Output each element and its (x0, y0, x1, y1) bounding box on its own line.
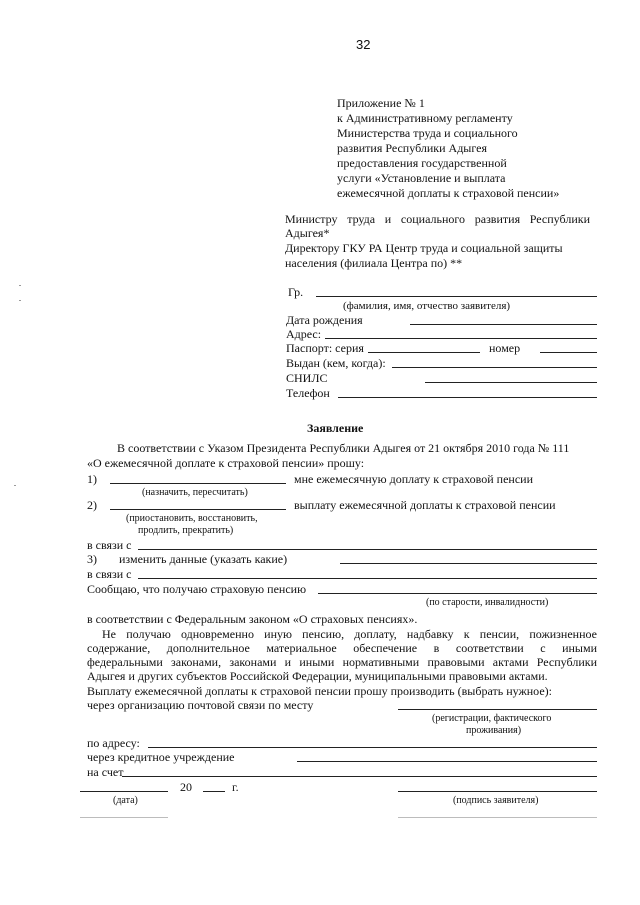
item1-number: 1) (87, 472, 97, 486)
scan-mark (19, 285, 21, 286)
footnote-divider (80, 817, 168, 818)
signature-caption: (подпись заявителя) (453, 795, 539, 806)
item3-text: изменить данные (указать какие) (119, 552, 288, 566)
postal-option: через организацию почтовой связи по месту (87, 698, 314, 712)
item3-field[interactable] (340, 563, 597, 564)
birth-date-label: Дата рождения (286, 313, 363, 327)
item3-number: 3) (87, 552, 97, 566)
item2-number: 2) (87, 498, 97, 512)
snils-field[interactable] (425, 382, 597, 383)
address-field[interactable] (325, 338, 597, 339)
passport-series-label: Паспорт: серия (286, 341, 364, 355)
appendix-line: к Административному регламенту (337, 111, 513, 125)
addressee-director: Директору ГКУ РА Центр труда и социальной защиты (285, 241, 563, 255)
appendix-line: услуги «Установление и выплата (337, 171, 506, 185)
item1-text: мне ежемесячную доплату к страховой пенсии (294, 472, 533, 486)
date-g: г. (232, 780, 239, 794)
scan-mark (19, 300, 21, 301)
footnote-divider (398, 817, 597, 818)
date-year-prefix: 20 (180, 780, 192, 794)
item1-field[interactable] (110, 483, 286, 484)
credit-field[interactable] (297, 761, 597, 762)
document-title: Заявление (307, 421, 364, 435)
page-number: 32 (356, 37, 371, 52)
federal-law-text: в соответствии с Федеральным законом «О страховых пенсиях». (87, 612, 418, 626)
fio-field[interactable] (316, 296, 597, 297)
item2-caption-cont: продлить, прекратить) (138, 525, 234, 536)
payment-method-text: Выплату ежемесячной доплаты к страховой пенсии прошу производить (выбрать нужное): (87, 684, 552, 698)
declaration-line: Не получаю одновременно иную пенсию, доплату, надбавку к пенсии, пожизненное (102, 627, 597, 641)
birth-date-field[interactable] (410, 324, 597, 325)
pension-caption: (по старости, инвалидности) (426, 597, 549, 608)
in-connection-label: в связи с (87, 538, 132, 552)
appendix-line: Приложение № 1 (337, 96, 425, 110)
in-connection-label: в связи с (87, 567, 132, 581)
credit-option: через кредитное учреждение (87, 750, 235, 764)
date-year-field[interactable] (203, 791, 225, 792)
appendix-line: предоставления государственной (337, 156, 507, 170)
account-label: на счет (87, 765, 124, 779)
gr-label: Гр. (288, 285, 304, 299)
phone-label: Телефон (286, 386, 330, 400)
declaration-line: Адыгея и других субъектов Российской Федерации, муниципальными правовыми актами. (87, 669, 548, 683)
registration-caption: (регистрации, фактического (432, 713, 552, 724)
passport-number-field[interactable] (540, 352, 597, 353)
passport-number-label: номер (489, 341, 521, 355)
declaration-line: федеральными законами, законами и иными нормативными правовыми актами Республики (87, 655, 597, 669)
addressee-minister-cont: Адыгея* (285, 226, 330, 240)
item2-text: выплату ежемесячной доплаты к страховой пенсии (294, 498, 556, 512)
in-connection-field[interactable] (138, 578, 597, 579)
appendix-line: Министерства труда и социального (337, 126, 518, 140)
snils-label: СНИЛС (286, 371, 328, 385)
signature-field[interactable] (398, 791, 597, 792)
item1-caption: (назначить, пересчитать) (142, 487, 248, 498)
addressee-director-cont: населения (филиала Центра по) ** (285, 256, 463, 270)
date-day-month-field[interactable] (80, 791, 168, 792)
issued-label: Выдан (кем, когда): (286, 356, 386, 370)
by-address-label: по адресу: (87, 736, 140, 750)
addressee-minister: Министру труда и социального развития Республики (285, 212, 590, 226)
declaration-line: содержание, дополнительное материальное обеспечение в соответствии с иными (87, 641, 597, 655)
registration-caption-cont: проживания) (466, 725, 522, 736)
postal-field[interactable] (398, 709, 597, 710)
pension-field[interactable] (318, 593, 597, 594)
appendix-line: развития Республики Адыгея (337, 141, 487, 155)
issued-field[interactable] (392, 367, 597, 368)
account-field[interactable] (122, 776, 597, 777)
address-label: Адрес: (286, 327, 322, 341)
phone-field[interactable] (338, 397, 597, 398)
pension-text: Сообщаю, что получаю страховую пенсию (87, 582, 307, 596)
passport-series-field[interactable] (368, 352, 480, 353)
date-caption: (дата) (113, 795, 138, 806)
item2-caption: (приостановить, восстановить, (126, 513, 258, 524)
in-connection-field[interactable] (138, 549, 597, 550)
intro-line: В соответствии с Указом Президента Республики Адыгея от 21 октября 2010 года № 111 (117, 441, 570, 455)
appendix-block (337, 96, 597, 201)
item2-field[interactable] (110, 509, 286, 510)
by-address-field[interactable] (148, 747, 597, 748)
appendix-line: ежемесячной доплаты к страховой пенсии» (337, 186, 560, 200)
intro-line: «О ежемесячной доплате к страховой пенсии» прошу: (87, 456, 365, 470)
fio-caption: (фамилия, имя, отчество заявителя) (343, 300, 511, 312)
scan-mark (14, 485, 16, 486)
